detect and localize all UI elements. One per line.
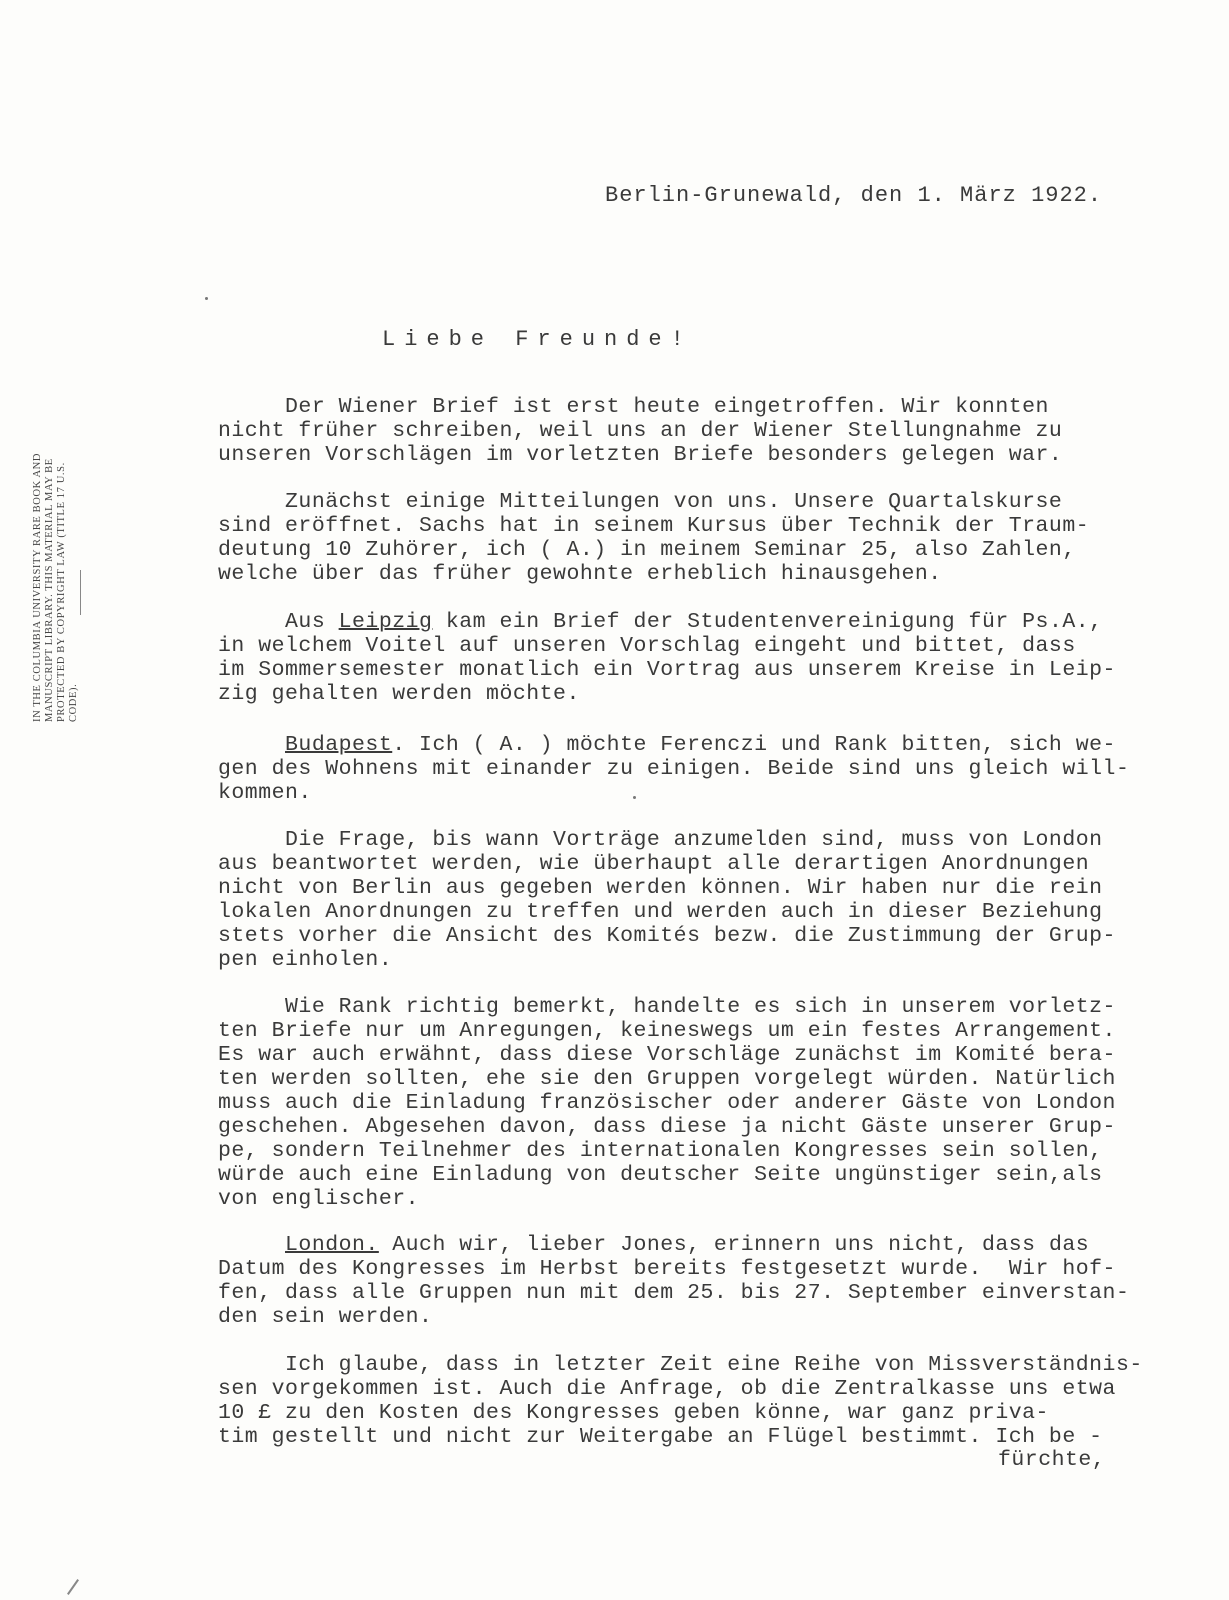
text-line: zig gehalten werden möchte.	[218, 682, 580, 706]
copyright-line: PROTECTED BY COPYRIGHT LAW (TITLE 17 U.S.	[56, 462, 67, 722]
salutation: Liebe Freunde!	[382, 327, 693, 352]
copyright-line: CODE).	[68, 683, 79, 722]
text-line: Wie Rank richtig bemerkt, handelte es sich in unserem vorletz-	[218, 995, 1116, 1019]
text-line: muss auch die Einladung französischer oder anderer Gäste von London	[218, 1091, 1116, 1115]
underlined-place-name: Budapest	[285, 733, 393, 757]
underlined-place-name: Leipzig	[338, 610, 433, 634]
text-line: welche über das früher gewohnte erheblich hinausgehen.	[218, 562, 942, 586]
text-line: 10 £ zu den Kosten des Kongresses geben könne, war ganz priva-	[218, 1401, 1049, 1425]
text-line: Es war auch erwähnt, dass diese Vorschläge zunächst im Komité bera-	[218, 1043, 1116, 1067]
text-line: ten Briefe nur um Anregungen, keineswegs um ein festes Arrangement.	[218, 1019, 1116, 1043]
text-line: Ich glaube, dass in letzter Zeit eine Reihe von Missverständnis-	[218, 1353, 1143, 1377]
text-line: im Sommersemester monatlich ein Vortrag aus unserem Kreise in Leip-	[218, 658, 1116, 682]
paragraph	[218, 610, 1116, 706]
text-line: ten werden sollten, ehe sie den Gruppen vorgelegt würden. Natürlich	[218, 1067, 1116, 1091]
copyright-line: MANUSCRIPT LIBRARY. THIS MATERIAL MAY BE	[44, 458, 55, 722]
text-line: gen des Wohnens mit einander zu einigen. Beide sind uns gleich will-	[218, 757, 1130, 781]
text-line: tim gestellt und nicht zur Weitergabe an Flügel bestimmt. Ich be -	[218, 1425, 1103, 1449]
text-line: pen einholen.	[218, 948, 393, 972]
text-line: würde auch eine Einladung von deutscher Seite ungünstiger sein,als	[218, 1163, 1103, 1187]
text-line: London. Auch wir, lieber Jones, erinnern uns nicht, dass das	[285, 1233, 1090, 1257]
text-line: von englischer.	[218, 1187, 420, 1211]
text-line: deutung 10 Zuhörer, ich ( A.) in meinem Seminar 25, also Zahlen,	[218, 538, 1076, 562]
paragraph	[218, 828, 1116, 972]
underlined-place-name: London.	[285, 1233, 379, 1257]
text-line: pe, sondern Teilnehmer des internationalen Kongresses sein sollen,	[218, 1139, 1103, 1163]
text-line: nicht von Berlin aus gegeben werden können. Wir haben nur die rein	[218, 876, 1103, 900]
text-line: Zunächst einige Mitteilungen von uns. Unsere Quartalskurse	[218, 490, 1063, 514]
text-line: stets vorher die Ansicht des Komités bezw. die Zustimmung der Grup-	[218, 924, 1116, 948]
text-line: Die Frage, bis wann Vorträge anzumelden sind, muss von London	[218, 828, 1103, 852]
text-line: unseren Vorschlägen im vorletzten Briefe besonders gelegen war.	[218, 443, 1063, 467]
text-line: kommen.	[218, 781, 312, 805]
text-line: Budapest. Ich ( A. ) möchte Ferenczi und Rank bitten, sich we-	[285, 733, 1116, 757]
text-line: fen, dass alle Gruppen nun mit dem 25. bis 27. September einverstan-	[218, 1281, 1130, 1305]
paragraph	[218, 995, 1116, 1211]
text-line: sen vorgekommen ist. Auch die Anfrage, ob die Zentralkasse uns etwa	[218, 1377, 1116, 1401]
paragraph	[218, 490, 1089, 586]
text-line: den sein werden.	[218, 1305, 433, 1329]
paragraph	[218, 1353, 1143, 1449]
text-line: aus beantwortet werden, wie überhaupt alle derartigen Anordnungen	[218, 852, 1090, 876]
copyright-line: IN THE COLUMBIA UNIVERSITY RARE BOOK AND	[32, 452, 43, 722]
margin-mark	[80, 570, 81, 615]
text-line: lokalen Anordnungen zu treffen und werden auch in dieser Beziehung	[218, 900, 1103, 924]
paragraph	[218, 395, 1062, 467]
text-line: Der Wiener Brief ist erst heute eingetroffen. Wir konnten	[218, 395, 1049, 419]
ink-speck	[633, 796, 636, 799]
paragraph	[218, 733, 1129, 805]
margin-mark	[67, 1579, 79, 1595]
text-line: Datum des Kongresses im Herbst bereits festgesetzt wurde. Wir hof-	[218, 1257, 1116, 1281]
text-line: geschehen. Abgesehen davon, dass diese ja nicht Gäste unserer Grup-	[218, 1115, 1116, 1139]
closing-word: fürchte,	[998, 1448, 1106, 1472]
text-line: Aus Leipzig kam ein Brief der Studentenvereinigung für Ps.A.,	[218, 610, 1103, 634]
text-line: sind eröffnet. Sachs hat in seinem Kursus über Technik der Traum-	[218, 514, 1090, 538]
ink-speck	[205, 297, 208, 300]
text-line: in welchem Voitel auf unseren Vorschlag eingeht und bittet, dass	[218, 634, 1076, 658]
copyright-notice	[32, 402, 142, 722]
dateline: Berlin-Grunewald, den 1. März 1922.	[605, 183, 1103, 208]
paragraph	[218, 1233, 1129, 1329]
text-line: nicht früher schreiben, weil uns an der Wiener Stellungnahme zu	[218, 419, 1063, 443]
